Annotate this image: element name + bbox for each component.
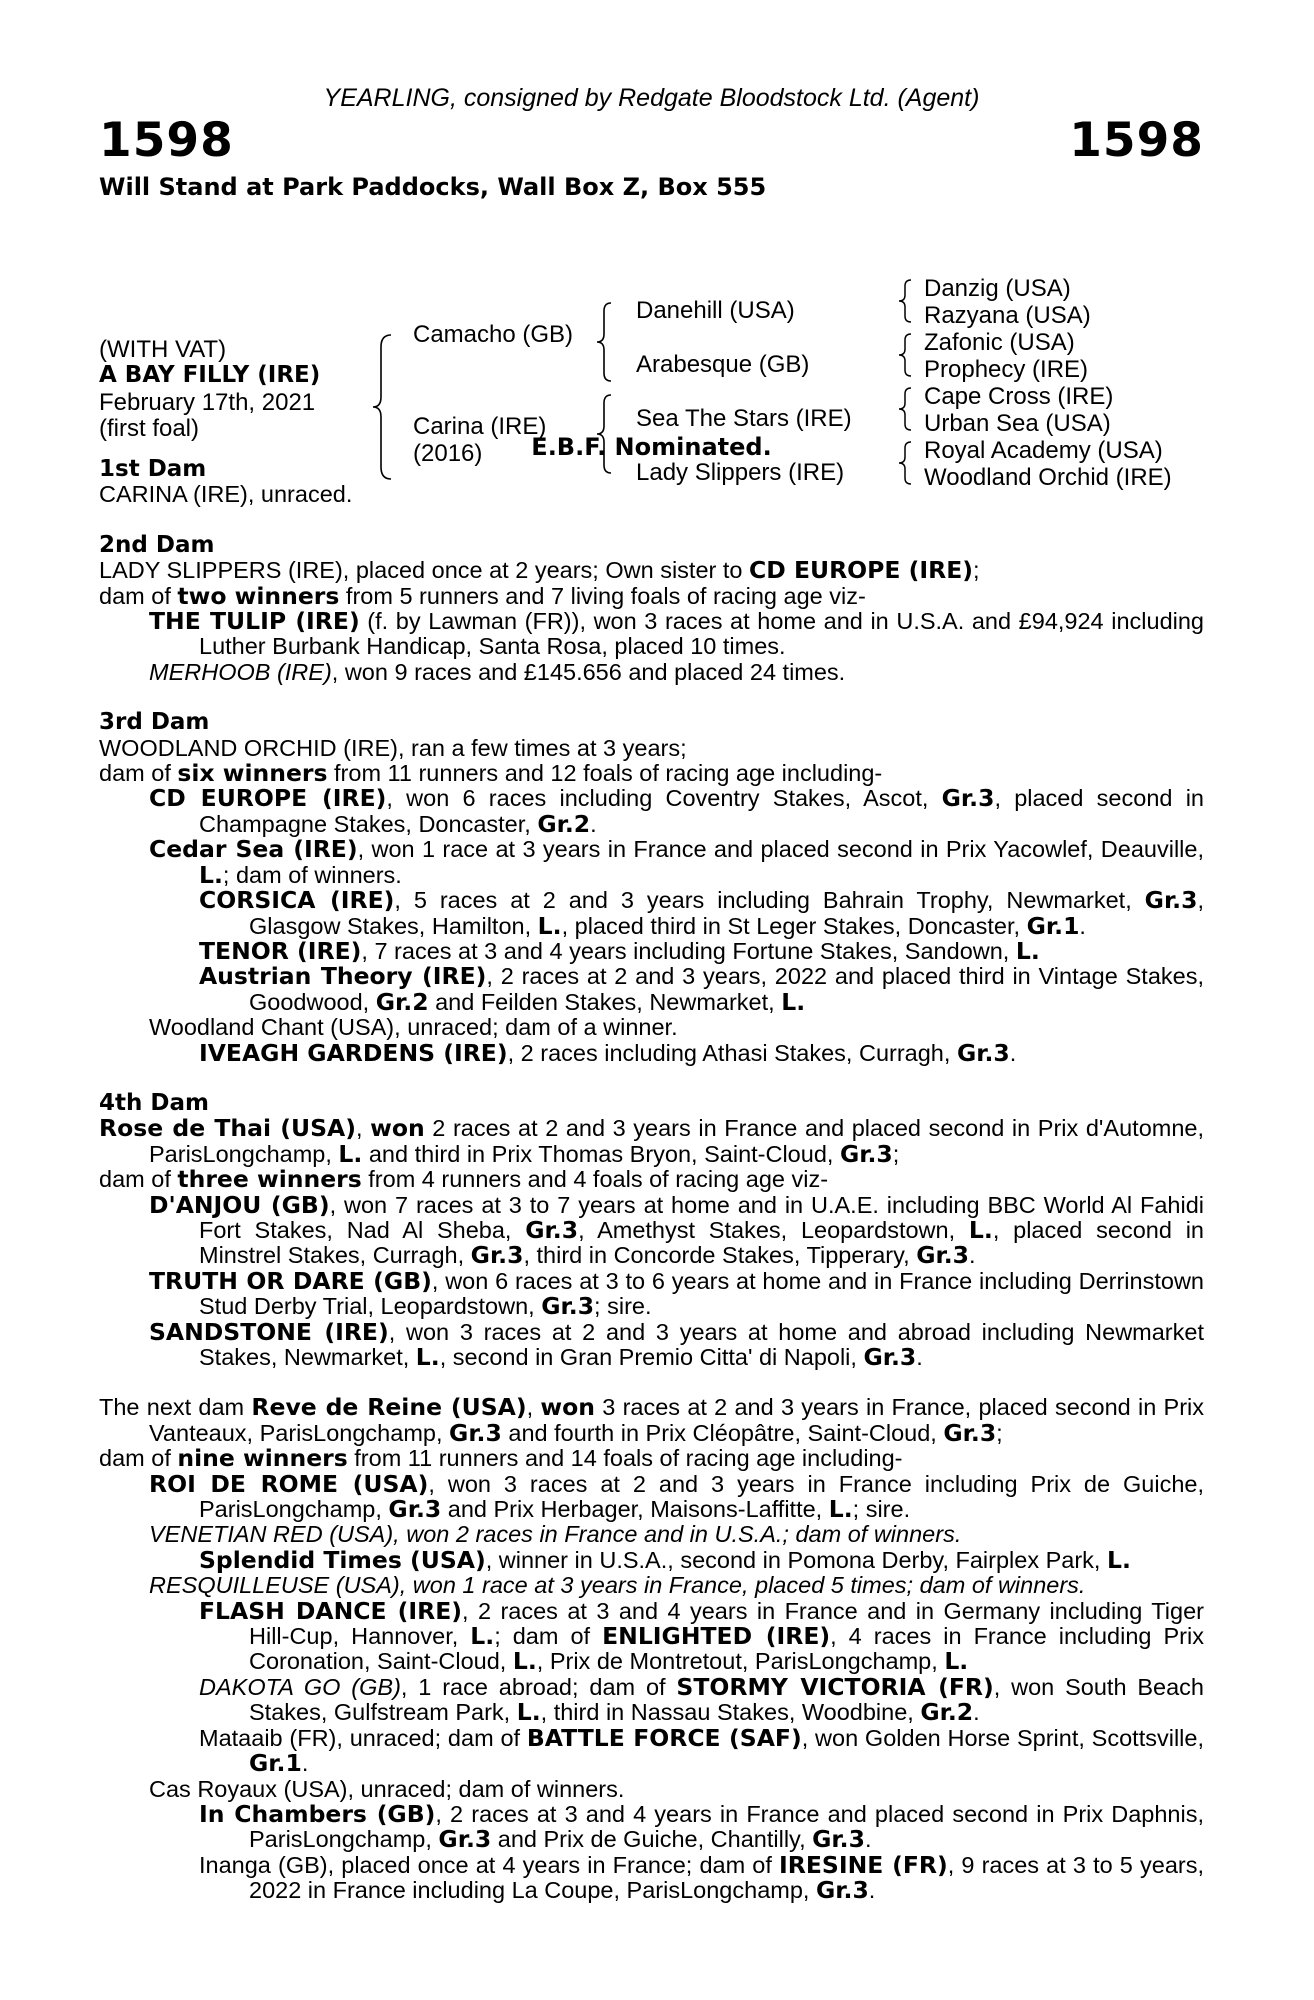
produce-entry: Cas Royaux (USA), unraced; dam of winners. (149, 1775, 625, 1802)
fourth-dam-line: Rose de Thai (USA), won 2 races at 2 and 3 years in France and placed second in Prix d'Automne, ParisLongchamp, L. and third in Prix Thomas Bryon, Saint-Cloud, Gr.3; (99, 1114, 1205, 1168)
lot-number-right: 1598 (1069, 113, 1204, 168)
first-dam-heading: 1st Dam (99, 456, 207, 482)
fourth-dam-produce-summary: dam of three winners from 4 runners and 4 foals of racing age viz- (99, 1165, 829, 1194)
ancestor-8: Woodland Orchid (IRE) (924, 464, 1172, 491)
produce-entry: CD EUROPE (IRE), won 6 races including Coventry Stakes, Ascot, Gr.3, placed second in Champagne Stakes, Doncaster, Gr.2. (149, 784, 1204, 838)
next-dam-produce-summary: dam of nine winners from 11 runners and 14 foals of racing age including- (99, 1444, 903, 1473)
foaling-date: February 17th, 2021 (99, 389, 316, 416)
sire: Camacho (GB) (413, 321, 574, 348)
produce-entry: Splendid Times (USA), winner in U.S.A., second in Pomona Derby, Fairplex Park, L. (199, 1545, 1131, 1574)
produce-entry: Mataaib (FR), unraced; dam of BATTLE FORCE (SAF), won Golden Horse Sprint, Scottsville, Gr.1. (199, 1723, 1204, 1778)
ancestor-7: Royal Academy (USA) (924, 437, 1163, 464)
produce-entry: CORSICA (IRE), 5 races at 2 and 3 years including Bahrain Trophy, Newmarket, Gr.3, Glasgow Stakes, Hamilton, L., placed third in St Leger Stakes, Doncaster, Gr.1. (199, 886, 1204, 940)
third-dam-line: WOODLAND ORCHID (IRE), ran a few times at 3 years; (99, 734, 687, 761)
produce-entry: ROI DE ROME (USA), won 3 races at 2 and 3 years in France including Prix de Guiche, ParisLongchamp, Gr.3 and Prix Herbager, Maisons-Laffitte, L.; sire. (149, 1469, 1205, 1524)
produce-entry: TENOR (IRE), 7 races at 3 and 4 years including Fortune Stakes, Sandown, L. (199, 936, 1040, 965)
produce-entry: SANDSTONE (IRE), won 3 races at 2 and 3 years at home and abroad including Newmarket Stakes, Newmarket, L., second in Gran Premio Citta' di Napoli, Gr.3. (149, 1317, 1204, 1371)
brace-g3 (897, 386, 915, 432)
produce-entry: TRUTH OR DARE (GB), won 6 races at 3 to 6 years at home and in France including Derrinstown Stud Derby Trial, Leopardstown, Gr.3; sire. (149, 1266, 1204, 1321)
produce-entry: In Chambers (GB), 2 races at 3 and 4 years in France and placed second in Prix Daphnis, ParisLongchamp, Gr.3 and Prix de Guiche, Chantilly, Gr.3. (199, 1799, 1204, 1854)
produce-entry: RESQUILLEUSE (USA), won 1 race at 3 years in France, placed 5 times; dam of winners. (149, 1572, 1086, 1599)
ancestor-3: Zafonic (USA) (924, 329, 1075, 356)
ancestor-2: Razyana (USA) (924, 302, 1091, 329)
third-dam-heading: 3rd Dam (99, 709, 210, 736)
brace-g1 (897, 278, 915, 324)
produce-entry: D'ANJOU (GB), won 7 races at 3 to 7 years at home and in U.A.E. including BBC World Al Fahidi Fort Stakes, Nad Al Sheba, Gr.3, Amethyst Stakes, Leopardstown, L., placed second in Minstrel Stakes, Curragh, Gr.3, third in Concorde Stakes, Tipperary, Gr.3. (149, 1190, 1204, 1270)
produce-entry: VENETIAN RED (USA), won 2 races in France and in U.S.A.; dam of winners. (149, 1521, 962, 1548)
second-dam-produce-summary: dam of two winners from 5 runners and 7 living foals of racing age viz- (99, 581, 866, 610)
dam-sire: Sea The Stars (IRE) (636, 405, 852, 432)
produce-record (99, 457, 1204, 1904)
ancestor-5: Cape Cross (IRE) (924, 383, 1114, 410)
foal-note: (first foal) (99, 415, 200, 442)
produce-entry: Inanga (GB), placed once at 4 years in France; dam of IRESINE (FR), 9 races at 3 to 5 years, 2022 in France including La Coupe, ParisLongchamp, Gr.3. (199, 1850, 1204, 1905)
produce-entry: Woodland Chant (USA), unraced; dam of a winner. (149, 1014, 678, 1041)
produce-entry: MERHOOB (IRE), won 9 races and £145.656 and placed 24 times. (149, 658, 846, 685)
dam-dam: Lady Slippers (IRE) (636, 459, 845, 486)
lot-number-left: 1598 (99, 113, 234, 168)
ebf-nominated: E.B.F. Nominated. (531, 433, 772, 461)
third-dam-produce-summary: dam of six winners from 11 runners and 12 foals of racing age including- (99, 759, 883, 788)
stand-location: Will Stand at Park Paddocks, Wall Box Z, Box 555 (99, 173, 767, 201)
first-dam-text: CARINA (IRE), unraced. (99, 481, 353, 508)
ancestor-1: Danzig (USA) (924, 275, 1071, 302)
sire-sire: Danehill (USA) (636, 297, 795, 324)
next-dam-line: The next dam Reve de Reine (USA), won 3 races at 2 and 3 years in France, placed second in Prix Vanteaux, ParisLongchamp, Gr.3 and fourth in Prix Cléopâtre, Saint-Cloud, Gr.3; (99, 1393, 1205, 1447)
produce-entry: Cedar Sea (IRE), won 1 race at 3 years in France and placed second in Prix Yacowlef, Deauville, L.; dam of winners. (149, 835, 1204, 889)
consignor-line: YEARLING, consigned by Redgate Bloodstock Ltd. (Agent) (323, 84, 980, 112)
produce-entry: DAKOTA GO (GB), 1 race abroad; dam of STORMY VICTORIA (FR), won South Beach Stakes, Gulfstream Park, L., third in Nassau Stakes, Woodbine, Gr.2. (199, 1672, 1205, 1727)
ancestor-6: Urban Sea (USA) (924, 410, 1111, 437)
ancestor-4: Prophecy (IRE) (924, 356, 1089, 383)
second-dam-line: LADY SLIPPERS (IRE), placed once at 2 years; Own sister to CD EUROPE (IRE); (99, 556, 980, 585)
second-dam-heading: 2nd Dam (99, 531, 215, 558)
horse-name: A BAY FILLY (IRE) (99, 362, 321, 388)
fourth-dam-heading: 4th Dam (99, 1089, 209, 1116)
vat-note: (WITH VAT) (99, 336, 227, 363)
dam-year: (2016) (413, 440, 483, 467)
produce-entry: Austrian Theory (IRE), 2 races at 2 and 3 years, 2022 and placed third in Vintage Stakes, Goodwood, Gr.2 and Feilden Stakes, Newmarket, L. (199, 962, 1204, 1016)
sire-dam: Arabesque (GB) (636, 351, 810, 378)
produce-entry: THE TULIP (IRE) (f. by Lawman (FR)), won 3 races at home and in U.S.A. and £94,924 including Luther Burbank Handicap, Santa Rosa, placed 10 times. (149, 607, 1204, 660)
brace-sire (595, 301, 615, 383)
dam: Carina (IRE) (413, 413, 547, 440)
produce-entry: FLASH DANCE (IRE), 2 races at 3 and 4 years in France and in Germany including Tiger Hill-Cup, Hannover, L.; dam of ENLIGHTED (IRE), 4 races in France including Prix Coronation, Saint-Cloud, L., Prix de Montretout, ParisLongchamp, L. (199, 1596, 1204, 1676)
produce-entry: IVEAGH GARDENS (IRE), 2 races including Athasi Stakes, Curragh, Gr.3. (199, 1038, 1017, 1067)
brace-g2 (897, 332, 915, 378)
